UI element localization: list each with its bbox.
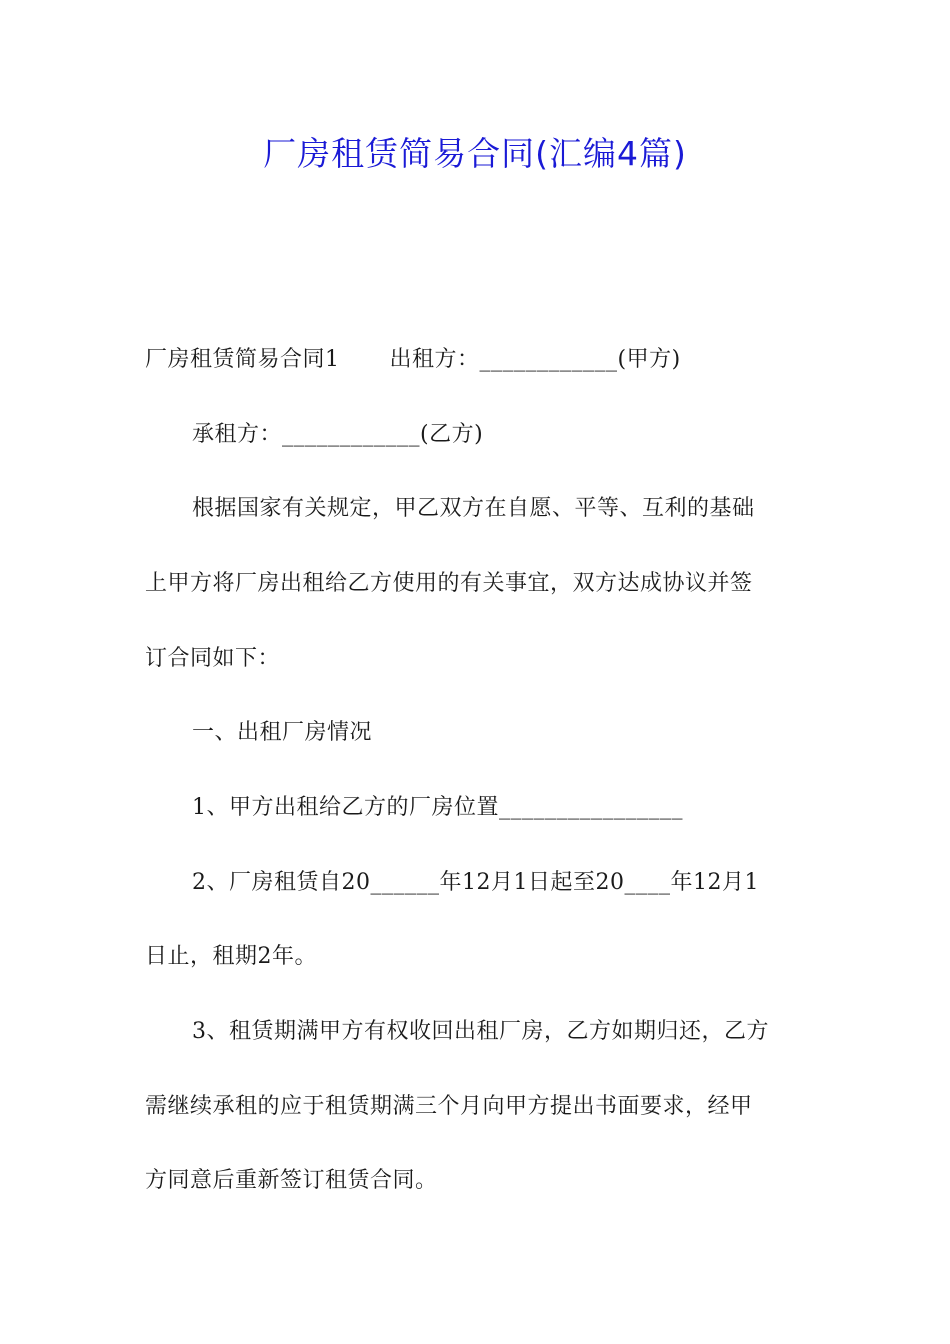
document-title: 厂房租赁简易合同(汇编4篇) xyxy=(263,134,687,173)
clause-line: 2、厂房租赁自20______年12月1日起至20____年12月1 xyxy=(192,870,759,895)
paragraph-line: 根据国家有关规定，甲乙双方在自愿、平等、互利的基础 xyxy=(192,496,755,521)
contract-number: 厂房租赁简易合同1 xyxy=(145,347,340,372)
clause-line: 需继续承租的应于租赁期满三个月向甲方提出书面要求，经甲 xyxy=(145,1094,753,1119)
clause-line: 3、租赁期满甲方有权收回出租厂房，乙方如期归还，乙方 xyxy=(192,1019,769,1044)
lessor-field: 出租方：____________(甲方) xyxy=(389,347,681,372)
clause-line: 1、甲方出租给乙方的厂房位置________________ xyxy=(192,795,683,820)
paragraph-line: 订合同如下： xyxy=(145,646,281,671)
paragraph-line: 上甲方将厂房出租给乙方使用的有关事宜，双方达成协议并签 xyxy=(145,571,753,596)
lessee-field: 承租方：____________(乙方) xyxy=(192,422,484,447)
clause-line: 日止，租期2年。 xyxy=(145,944,317,969)
clause-line: 方同意后重新签订租赁合同。 xyxy=(145,1168,438,1193)
section-heading: 一、出租厂房情况 xyxy=(192,720,373,745)
contract-heading-line xyxy=(145,344,810,376)
